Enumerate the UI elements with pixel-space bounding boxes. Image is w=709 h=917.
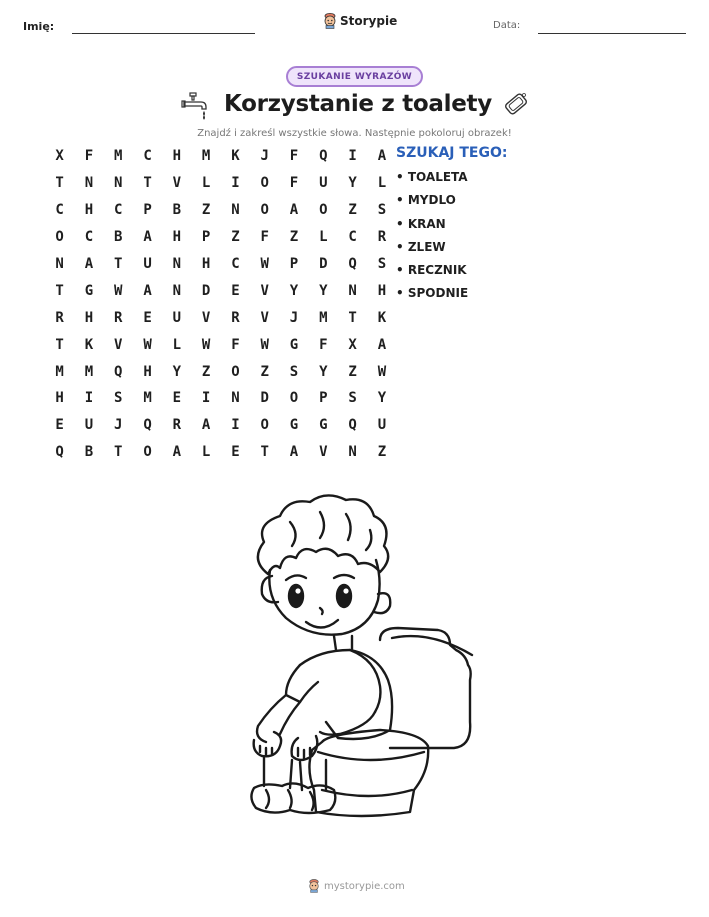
word-search-grid[interactable] (45, 143, 397, 466)
grid-letter[interactable]: O (260, 417, 269, 434)
grid-letter[interactable]: A (84, 256, 94, 272)
grid-letter[interactable]: L (172, 336, 182, 353)
grid-letter[interactable]: R (377, 229, 387, 246)
grid-letter[interactable]: Z (231, 229, 240, 246)
grid-letter[interactable]: D (260, 390, 269, 407)
grid-letter[interactable]: U (172, 309, 182, 326)
instructions: Znajdź i zakreśl wszystkie słowa. Następnie pokoloruj obrazek! (197, 128, 512, 139)
grid-letter[interactable]: N (231, 390, 240, 407)
grid-letter[interactable]: O (55, 229, 64, 246)
grid-letter[interactable]: Z (201, 363, 211, 380)
word-item: • TOALETA (396, 170, 468, 184)
grid-letter[interactable]: I (201, 390, 211, 407)
grid-letter[interactable]: L (377, 175, 387, 192)
grid-row (45, 358, 397, 385)
brand-logo (323, 13, 397, 29)
grid-letter[interactable]: X (55, 148, 64, 165)
grid-letter[interactable]: S (377, 256, 387, 272)
grid-letter[interactable]: H (172, 148, 182, 165)
boy-on-toilet-illustration[interactable] (230, 490, 480, 820)
grid-letter[interactable]: G (84, 282, 94, 299)
grid-row (45, 197, 397, 224)
grid-letter[interactable]: E (231, 444, 240, 461)
grid-letter[interactable]: T (260, 444, 269, 461)
grid-letter[interactable]: R (114, 309, 123, 326)
grid-row (45, 170, 397, 197)
grid-letter[interactable]: B (172, 202, 182, 219)
grid-letter[interactable]: U (319, 175, 328, 192)
grid-letter[interactable]: E (231, 282, 240, 299)
grid-letter[interactable]: A (377, 148, 387, 165)
grid-row (45, 277, 397, 304)
grid-row (45, 412, 397, 439)
grid-letter[interactable]: Z (289, 229, 299, 246)
grid-letter[interactable]: R (172, 417, 182, 434)
word-item: • MYDLO (396, 193, 456, 208)
grid-letter[interactable]: A (289, 444, 299, 461)
grid-letter[interactable]: P (319, 390, 328, 407)
grid-letter[interactable]: C (55, 202, 64, 219)
grid-letter[interactable]: L (201, 444, 211, 461)
footer (308, 879, 405, 893)
grid-letter[interactable]: O (260, 202, 269, 219)
grid-letter[interactable]: N (172, 282, 182, 299)
word-item: • RECZNIK (396, 263, 467, 278)
grid-letter[interactable]: V (114, 336, 123, 353)
grid-letter[interactable]: V (260, 282, 269, 299)
storypie-mascot-icon (308, 879, 320, 893)
grid-letter[interactable]: S (377, 202, 387, 219)
grid-letter[interactable]: H (143, 363, 152, 380)
grid-letter[interactable]: O (231, 363, 240, 380)
grid-letter[interactable]: M (84, 363, 94, 380)
grid-letter[interactable]: C (114, 202, 123, 219)
grid-letter[interactable]: E (55, 417, 64, 434)
brand-name: Storypie (340, 14, 398, 28)
grid-letter[interactable]: F (319, 336, 328, 353)
grid-letter[interactable]: M (201, 148, 211, 165)
grid-letter[interactable]: Q (143, 417, 152, 434)
faucet-icon (181, 90, 211, 120)
activity-badge: SZUKANIE WYRAZÓW (286, 66, 423, 87)
grid-letter[interactable]: U (84, 417, 94, 434)
grid-letter[interactable]: Y (319, 282, 328, 299)
grid-letter[interactable]: B (84, 444, 94, 461)
grid-letter[interactable]: N (55, 256, 64, 272)
grid-letter[interactable]: Z (201, 202, 211, 219)
grid-letter[interactable]: Y (289, 282, 299, 299)
grid-letter[interactable]: D (201, 282, 211, 299)
grid-letter[interactable]: T (114, 256, 123, 272)
grid-letter[interactable]: H (201, 256, 211, 272)
grid-letter[interactable]: A (201, 417, 211, 434)
grid-letter[interactable]: B (114, 229, 123, 246)
grid-letter[interactable]: K (377, 309, 387, 326)
date-input-line[interactable] (538, 33, 686, 34)
grid-letter[interactable]: W (114, 282, 123, 299)
grid-letter[interactable]: Z (348, 202, 357, 219)
word-list (396, 170, 468, 310)
word-list-title: SZUKAJ TEGO: (396, 145, 508, 161)
grid-letter[interactable]: N (114, 175, 123, 192)
grid-letter[interactable]: C (348, 229, 357, 246)
grid-letter[interactable]: Y (319, 363, 328, 380)
storypie-mascot-icon (323, 13, 337, 29)
grid-letter[interactable]: V (319, 444, 328, 461)
grid-letter[interactable]: S (289, 363, 299, 380)
grid-letter[interactable]: T (55, 175, 64, 192)
grid-letter[interactable]: D (319, 256, 328, 272)
grid-letter[interactable]: G (319, 417, 328, 434)
grid-letter[interactable]: I (84, 390, 94, 407)
grid-letter[interactable]: L (201, 175, 211, 192)
grid-letter[interactable]: A (289, 202, 299, 219)
grid-letter[interactable]: C (231, 256, 240, 272)
grid-letter[interactable]: F (231, 336, 240, 353)
grid-letter[interactable]: V (260, 309, 269, 326)
grid-letter[interactable]: W (260, 256, 269, 272)
grid-letter[interactable]: O (143, 444, 152, 461)
grid-letter[interactable]: I (231, 175, 240, 192)
word-item: • KRAN (396, 216, 446, 231)
grid-letter[interactable]: H (84, 202, 94, 219)
grid-letter[interactable]: Z (260, 363, 269, 380)
word-item: • SPODNIE (396, 286, 469, 301)
grid-letter[interactable]: E (172, 390, 182, 407)
grid-letter[interactable]: Y (377, 390, 387, 407)
grid-letter[interactable]: M (114, 148, 123, 165)
grid-letter[interactable]: T (114, 444, 123, 461)
grid-letter[interactable]: A (172, 444, 182, 461)
grid-letter[interactable]: C (143, 148, 152, 165)
grid-letter[interactable]: Q (319, 148, 328, 165)
grid-letter[interactable]: F (84, 148, 94, 165)
grid-letter[interactable]: U (377, 417, 387, 434)
grid-letter[interactable]: R (231, 309, 240, 326)
grid-letter[interactable]: V (172, 175, 182, 192)
grid-letter[interactable]: U (143, 256, 152, 272)
grid-letter[interactable]: N (172, 256, 182, 272)
grid-row (45, 439, 397, 466)
grid-letter[interactable]: Y (348, 175, 357, 192)
grid-letter[interactable]: O (289, 390, 299, 407)
grid-letter[interactable]: O (260, 175, 269, 192)
grid-letter[interactable]: T (55, 336, 64, 353)
grid-letter[interactable]: W (260, 336, 269, 353)
grid-letter[interactable]: A (143, 282, 152, 299)
grid-letter[interactable]: Q (55, 444, 64, 461)
grid-letter[interactable]: T (55, 282, 64, 299)
grid-letter[interactable]: K (84, 336, 94, 353)
grid-letter[interactable]: S (114, 390, 123, 407)
grid-letter[interactable]: H (377, 282, 387, 299)
grid-letter[interactable]: E (143, 309, 152, 326)
grid-letter[interactable]: P (201, 229, 211, 246)
grid-letter[interactable]: N (84, 175, 94, 192)
grid-letter[interactable]: W (143, 336, 152, 353)
grid-letter[interactable]: T (143, 175, 152, 192)
grid-letter[interactable]: F (289, 148, 299, 165)
grid-letter[interactable]: H (84, 309, 94, 326)
grid-letter[interactable]: M (319, 309, 328, 326)
name-label: Imię: (23, 20, 55, 33)
grid-letter[interactable]: C (84, 229, 94, 246)
grid-row (45, 385, 397, 412)
grid-letter[interactable]: N (348, 282, 357, 299)
grid-letter[interactable]: H (172, 229, 182, 246)
grid-row (45, 251, 397, 278)
grid-letter[interactable]: W (201, 336, 211, 353)
grid-letter[interactable]: G (289, 417, 299, 434)
grid-letter[interactable]: Q (348, 417, 357, 434)
grid-letter[interactable]: J (260, 148, 269, 165)
page-title: Korzystanie z toalety (224, 91, 492, 117)
footer-url: mystorypie.com (324, 880, 405, 892)
grid-letter[interactable]: A (377, 336, 387, 353)
grid-letter[interactable]: Z (348, 363, 357, 380)
grid-letter[interactable]: W (377, 363, 387, 380)
grid-letter[interactable]: G (289, 336, 299, 353)
grid-letter[interactable]: O (319, 202, 328, 219)
grid-letter[interactable]: M (143, 390, 152, 407)
grid-letter[interactable]: I (231, 417, 240, 434)
grid-letter[interactable]: Q (348, 256, 357, 272)
grid-letter[interactable]: T (348, 309, 357, 326)
grid-letter[interactable]: X (348, 336, 357, 353)
grid-letter[interactable]: N (231, 202, 240, 219)
grid-letter[interactable]: P (289, 256, 299, 272)
grid-letter[interactable]: H (55, 390, 64, 407)
grid-letter[interactable]: A (143, 229, 152, 246)
grid-letter[interactable]: I (348, 148, 357, 165)
grid-letter[interactable]: J (289, 309, 299, 326)
grid-letter[interactable]: F (289, 175, 299, 192)
grid-row (45, 143, 397, 170)
grid-letter[interactable]: V (201, 309, 211, 326)
grid-letter[interactable]: Y (172, 363, 182, 380)
date-label: Data: (493, 20, 521, 31)
grid-row (45, 304, 397, 331)
grid-row (45, 331, 397, 358)
word-item: • ZLEW (396, 239, 446, 254)
grid-letter[interactable]: M (55, 363, 64, 380)
grid-letter[interactable]: J (114, 417, 123, 434)
grid-letter[interactable]: L (319, 229, 328, 246)
grid-letter[interactable]: N (348, 444, 357, 461)
grid-letter[interactable]: P (143, 202, 152, 219)
grid-letter[interactable]: R (55, 309, 64, 326)
grid-letter[interactable]: K (231, 148, 240, 165)
grid-letter[interactable]: Q (114, 363, 123, 380)
grid-letter[interactable]: F (260, 229, 269, 246)
grid-letter[interactable]: Z (377, 444, 387, 461)
grid-letter[interactable]: S (348, 390, 357, 407)
name-input-line[interactable] (72, 33, 255, 34)
soap-icon (503, 91, 529, 117)
grid-row (45, 224, 397, 251)
